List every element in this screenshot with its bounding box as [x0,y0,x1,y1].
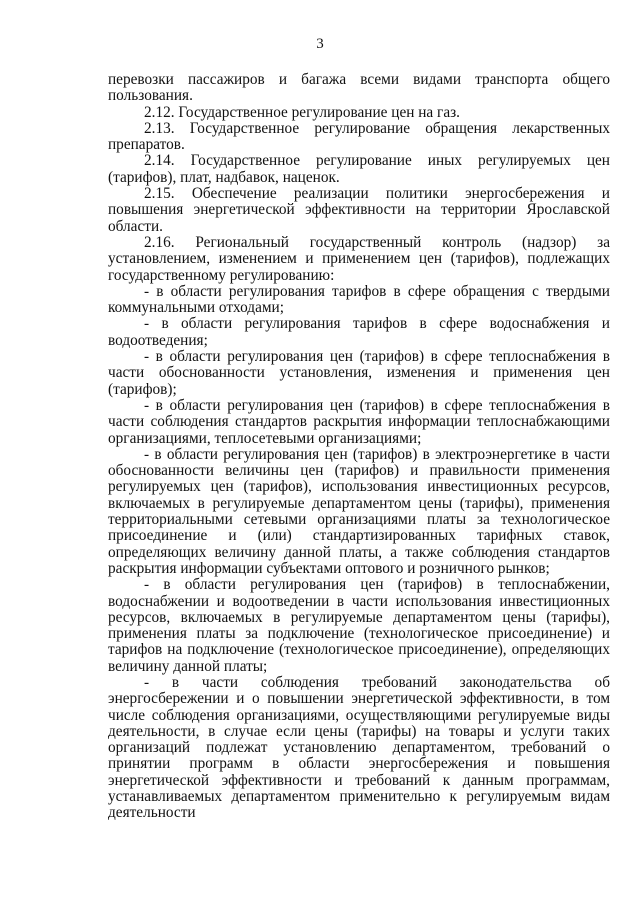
document-body [108,72,610,822]
list-item-electric-power: - в области регулирования цен (тарифов) в электроэнергетике в части обоснованности величины цен (тарифов) и правильности применения регулируемых цен (тарифов), использования инвестиционных ресурсов, включаемых в регулируемые департаментом цены (тарифы), применения территориальными сетевыми организациями платы за технологическое присоединение и (или) стандартизированных тарифных ставок, определяющих величину данной платы, а также соблюдения стандартов раскрытия информации субъектами оптового и розничного рынков; [108,445,610,577]
paragraph-continuation: перевозки пассажиров и багажа всеми видами транспорта общего пользования. [108,71,610,105]
list-item-heat-supply-tariffs: - в области регулирования цен (тарифов) в сфере теплоснабжения в части обоснованности установления, изменения и применения цен (тарифов); [108,348,610,398]
paragraph-2-15: 2.15. Обеспечение реализации политики энергосбережения и повышения энергетической эффективности на территории Ярославской области. [108,185,610,235]
paragraph-2-14: 2.14. Государственное регулирование иных регулируемых цен (тарифов), плат, надбавок, наценок. [108,152,610,186]
paragraph-2-13: 2.13. Государственное регулирование обращения лекарственных препаратов. [108,119,610,154]
list-item-solid-waste: - в области регулирования тарифов в сфере обращения с твердыми коммунальными отходами; [108,282,610,317]
list-item-heat-supply-disclosure: - в области регулирования цен (тарифов) в сфере теплоснабжения в части соблюдения стандартов раскрытия информации теплоснабжающими организациями, теплосетевыми организациями; [108,396,610,447]
paragraph-2-16: 2.16. Региональный государственный контроль (надзор) за установлением, изменением и применением цен (тарифов), подлежащих государственному регулированию: [108,233,610,284]
list-item-connection-fees: - в области регулирования цен (тарифов) в теплоснабжении, водоснабжении и водоотведении в части использования инвестиционных ресурсов, включаемых в регулируемые департаментом цены (тарифы), применения платы за подключение (технологическое присоединение) и тарифов на подключение (технологическое присоединение), определяющих величину данной платы; [108,576,610,675]
paragraph-2-12: 2.12. Государственное регулирование цен на газ. [144,103,460,121]
page-number: 3 [316,36,324,52]
list-item-energy-saving: - в части соблюдения требований законодательства об энергосбережении и о повышении энергетической эффективности, в том числе соблюдения организациями, осуществляющими регулируемые виды деятельности, в случае если цены (тарифы) на товары и услуги таких организаций подлежат установлению департаментом, требований о принятии программ в области энергосбережения и повышения энергетической эффективности и требований к данным программам, устанавливаемых департаментом применительно к регулируемым видам деятельности [108,673,610,822]
list-item-water-supply: - в области регулирования тарифов в сфере водоснабжения и водоотведения; [108,315,610,349]
